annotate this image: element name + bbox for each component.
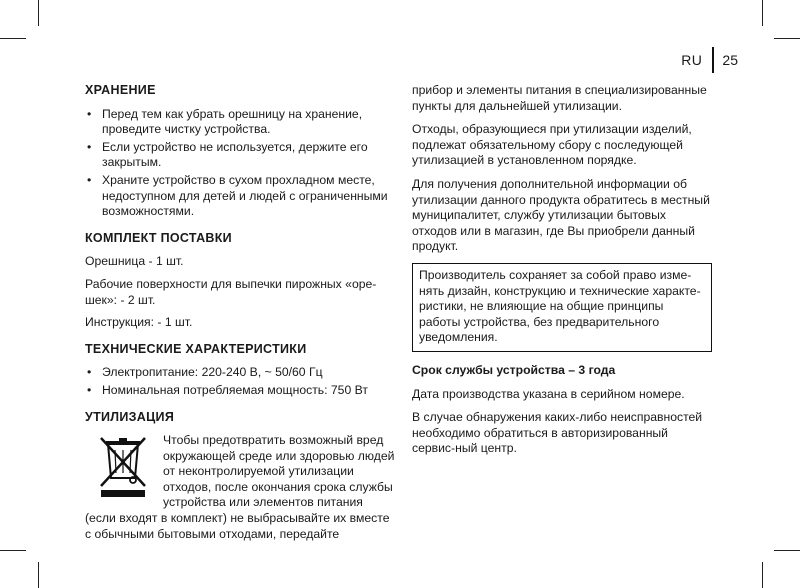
paragraph: прибор и элементы питания в специализированные пункты для дальнейшей утилизации. <box>412 83 707 113</box>
crop-mark <box>762 0 763 26</box>
package-line: Рабочие поверхности для выпечки пирожных «оре-шек»: - 2 шт. <box>85 276 377 307</box>
right-column <box>412 83 712 465</box>
list-item: • Храните устройство в сухом прохладном месте, недоступном для детей и людей с ограниченными возможностями. <box>85 173 395 220</box>
production-date: Дата производства указана в серийном номере. <box>412 386 685 401</box>
disposal-title: УТИЛИЗАЦИЯ <box>85 409 175 424</box>
list-item: • Если устройство не используется, держите его закрытым. <box>85 140 395 171</box>
specs-title: ТЕХНИЧЕСКИЕ ХАРАКТЕРИСТИКИ <box>85 341 307 356</box>
storage-title: ХРАНЕНИЕ <box>85 83 156 97</box>
list-item: • Перед тем как убрать орешницу на хранение, проведите чистку устройства. <box>85 107 395 138</box>
package-line: Инструкция: - 1 шт. <box>85 315 193 330</box>
language-code: RU <box>681 52 703 68</box>
crop-mark <box>38 0 39 26</box>
page-header <box>681 49 738 71</box>
disposal-text: Чтобы предотвратить возможный вред окружающей среде или здоровью людей от неконтролируемой утилизации отходов, после окончания срока службы устройства или элементов питания (если входят в комплект) не выбрасывайте их вместе с обычными бытовыми отходами, передайте <box>85 433 395 541</box>
list-item: • Электропитание: 220-240 В, ~ 50/60 Гц <box>85 365 395 381</box>
service-life: Срок службы устройства – 3 года <box>412 362 616 377</box>
disposal-section <box>85 410 395 543</box>
page-number: 25 <box>722 52 738 68</box>
list-item: • Номинальная потребляемая мощность: 750 Вт <box>85 383 395 399</box>
manufacturer-notice-box: Производитель сохраняет за собой право изме-нять дизайн, конструкцию и технические характе-ристики, не влияющие на общие принципы работы устройства, без предварительного уведомления. <box>412 263 712 352</box>
specs-section <box>85 342 395 399</box>
header-divider <box>712 47 714 73</box>
package-line: Орешница - 1 шт. <box>85 254 184 269</box>
specs-list <box>85 365 395 398</box>
crossed-out-wheelie-bin-icon <box>97 436 149 498</box>
crop-mark <box>0 550 26 551</box>
crop-mark <box>774 38 800 39</box>
malfunction-note: В случае обнаружения каких-либо неисправностей необходимо обратиться в авторизированный сервис-ный центр. <box>412 410 703 456</box>
storage-section <box>85 83 395 220</box>
crop-mark <box>774 550 800 551</box>
crop-mark <box>38 562 39 588</box>
storage-list <box>85 107 395 220</box>
paragraph: Отходы, образующиеся при утилизации изделий, подлежат обязательному сбору с последующей утилизацией в установленном порядке. <box>412 122 692 168</box>
left-column <box>85 83 395 553</box>
crop-mark <box>762 562 763 588</box>
package-section <box>85 231 395 331</box>
paragraph: Для получения дополнительной информации об утилизации данного продукта обратитесь в местный муниципалитет, службу утилизации бытовых отходов или в магазин, где Вы приобрели данный продукт. <box>412 176 710 254</box>
crop-mark <box>0 38 26 39</box>
package-title: КОМПЛЕКТ ПОСТАВКИ <box>85 230 232 245</box>
